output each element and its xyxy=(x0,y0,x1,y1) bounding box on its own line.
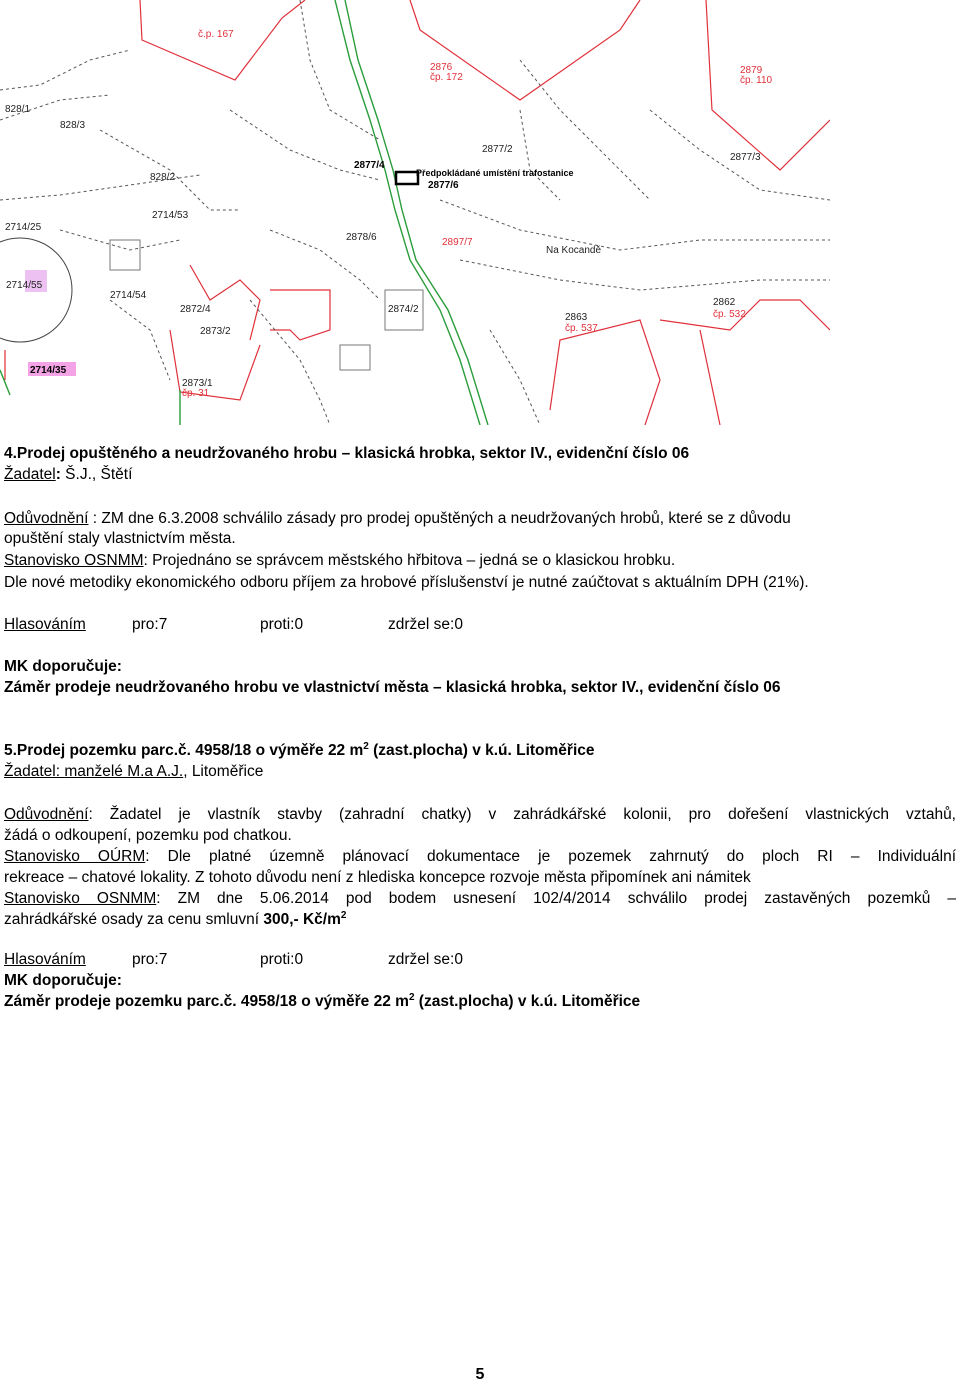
section4-applicant xyxy=(4,465,132,485)
vote-against: proti:0 xyxy=(260,616,304,633)
map-label: 2714/54 xyxy=(110,290,147,301)
map-label: 2714/53 xyxy=(152,210,189,221)
osnmm-text: : ZM dne 5.06.2014 pod bodem usnesení 102/4/2014 schválilo prodej zastavěných pozemků – xyxy=(156,890,956,907)
superscript: 2 xyxy=(363,740,369,752)
section4-heading: 4.Prodej opuštěného a neudržovaného hrobu – klasická hrobka, sektor IV., evidenční číslo 06 xyxy=(4,445,690,462)
cadastral-map-drawing xyxy=(0,0,830,425)
reason-text: : ZM dne 6.3.2008 schválilo zásady pro prodej opuštěných a neudržovaných hrobů, které se z důvodu xyxy=(88,510,791,527)
applicant-value-underlined: manželé M.a A.J. xyxy=(64,763,184,780)
map-label: 2878/6 xyxy=(346,232,377,243)
map-label: 2897/7 xyxy=(442,237,473,248)
section4-vote xyxy=(4,615,463,635)
vote-for: pro:7 xyxy=(132,616,168,633)
vote-abstain: zdržel se:0 xyxy=(388,951,463,968)
map-label: 2877/6 xyxy=(428,180,459,191)
reason-text: : Žadatel je vlastník stavby (zahradní chatky) v zahrádkářské kolonii, pro dořešení vlastnických vztahů, xyxy=(88,806,956,823)
map-label: č.p. 167 xyxy=(198,29,234,40)
ourm-label: Stanovisko OÚRM xyxy=(4,848,146,865)
section4-reason-line2: opuštění staly vlastnictvím města. xyxy=(4,530,236,547)
section5-heading-tail: (zast.plocha) v k.ú. Litoměřice xyxy=(368,742,595,759)
map-label: 2876 xyxy=(430,62,453,73)
map-label: Na Kocandě xyxy=(546,245,602,256)
stance-label: Stanovisko OSNMM xyxy=(4,552,144,569)
applicant-label: Žadatel: xyxy=(4,763,65,780)
mk-text-tail: (zast.plocha) v k.ú. Litoměřice xyxy=(414,993,641,1010)
section4-mk-text: Záměr prodeje neudržovaného hrobu ve vlastnictví města – klasická hrobka, sektor IV., evidenční číslo 06 xyxy=(4,679,781,696)
cadastral-map xyxy=(0,0,830,425)
map-label: 2714/35 xyxy=(30,365,67,376)
superscript: 2 xyxy=(340,909,347,921)
map-label: 828/1 xyxy=(5,104,31,115)
map-label: 2877/4 xyxy=(354,160,385,171)
map-label: čp. 110 xyxy=(740,75,773,86)
ourm-text: : Dle platné územně plánovací dokumentace je pozemek zahrnutý do ploch RI – Individuální xyxy=(145,848,956,865)
map-label: 2714/55 xyxy=(6,280,43,291)
map-label: 2873/2 xyxy=(200,326,231,337)
map-label: 2874/2 xyxy=(388,304,419,315)
section5-mk-text xyxy=(4,992,640,1012)
page-number: 5 xyxy=(475,1366,485,1383)
section4-stance xyxy=(4,551,675,571)
vote-label: Hlasováním xyxy=(4,951,86,968)
section5-vote xyxy=(4,950,463,970)
section5-heading xyxy=(4,741,595,761)
map-label: 2879 xyxy=(740,65,763,76)
map-label: čp. 532 xyxy=(713,309,746,320)
section5-osnmm-line2 xyxy=(4,910,346,930)
map-label: čp. 31 xyxy=(182,388,210,399)
section5-osnmm-line1 xyxy=(4,889,956,909)
section4-reason-line1 xyxy=(4,509,791,529)
osnmm-text-2: zahrádkářské osady za cenu smluvní xyxy=(4,911,264,928)
applicant-label: Žadatel xyxy=(4,466,56,483)
map-label: 2862 xyxy=(713,297,736,308)
map-label: 2873/1 xyxy=(182,378,213,389)
reason-label: Odůvodnění xyxy=(4,806,89,823)
reason-label: Odůvodnění xyxy=(4,510,89,527)
section4-mk-label: MK doporučuje: xyxy=(4,658,122,675)
map-label: 2872/4 xyxy=(180,304,211,315)
section5-reason-line2: žádá o odkoupení, pozemku pod chatkou. xyxy=(4,827,292,844)
osnmm-label: Stanovisko OSNMM xyxy=(4,890,157,907)
section5-ourm-line1 xyxy=(4,847,956,867)
map-label: 2863 xyxy=(565,312,588,323)
map-label: čp. 172 xyxy=(430,72,463,83)
section5-mk-label: MK doporučuje: xyxy=(4,972,122,989)
section5-reason-line1 xyxy=(4,805,956,825)
section5-applicant xyxy=(4,762,263,782)
map-label: čp. 537 xyxy=(565,323,598,334)
vote-abstain: zdržel se:0 xyxy=(388,616,463,633)
vote-for: pro:7 xyxy=(132,951,168,968)
map-label: 2877/2 xyxy=(482,144,513,155)
applicant-value: Š.J., Štětí xyxy=(60,466,133,483)
section5-heading-text: 5.Prodej pozemku parc.č. 4958/18 o výměře 22 m xyxy=(4,742,364,759)
applicant-value: , Litoměřice xyxy=(183,763,264,780)
stance-text: : Projednáno se správcem městského hřbitova – jedná se o klasickou hrobku. xyxy=(143,552,676,569)
price: 300,- Kč/m xyxy=(263,911,341,928)
map-label: 2877/3 xyxy=(730,152,761,163)
mk-text: Záměr prodeje pozemku parc.č. 4958/18 o výměře 22 m xyxy=(4,993,409,1010)
map-label: 828/3 xyxy=(60,120,86,131)
superscript: 2 xyxy=(408,991,415,1003)
map-label: 828/2 xyxy=(150,172,176,183)
section5-ourm-line2: rekreace – chatové lokality. Z tohoto důvodu není z hlediska koncepce rozvoje města připomínek ani námitek xyxy=(4,869,751,886)
vote-against: proti:0 xyxy=(260,951,304,968)
applicant-separator: : xyxy=(55,466,61,483)
section4-methodology: Dle nové metodiky ekonomického odboru příjem za hrobové příslušenství je nutné zaúčtovat s aktuálním DPH (21%). xyxy=(4,574,809,591)
map-annotation: Předpokládané umístění trafostanice xyxy=(416,168,574,178)
map-label: 2714/25 xyxy=(5,222,42,233)
vote-label: Hlasováním xyxy=(4,616,86,633)
